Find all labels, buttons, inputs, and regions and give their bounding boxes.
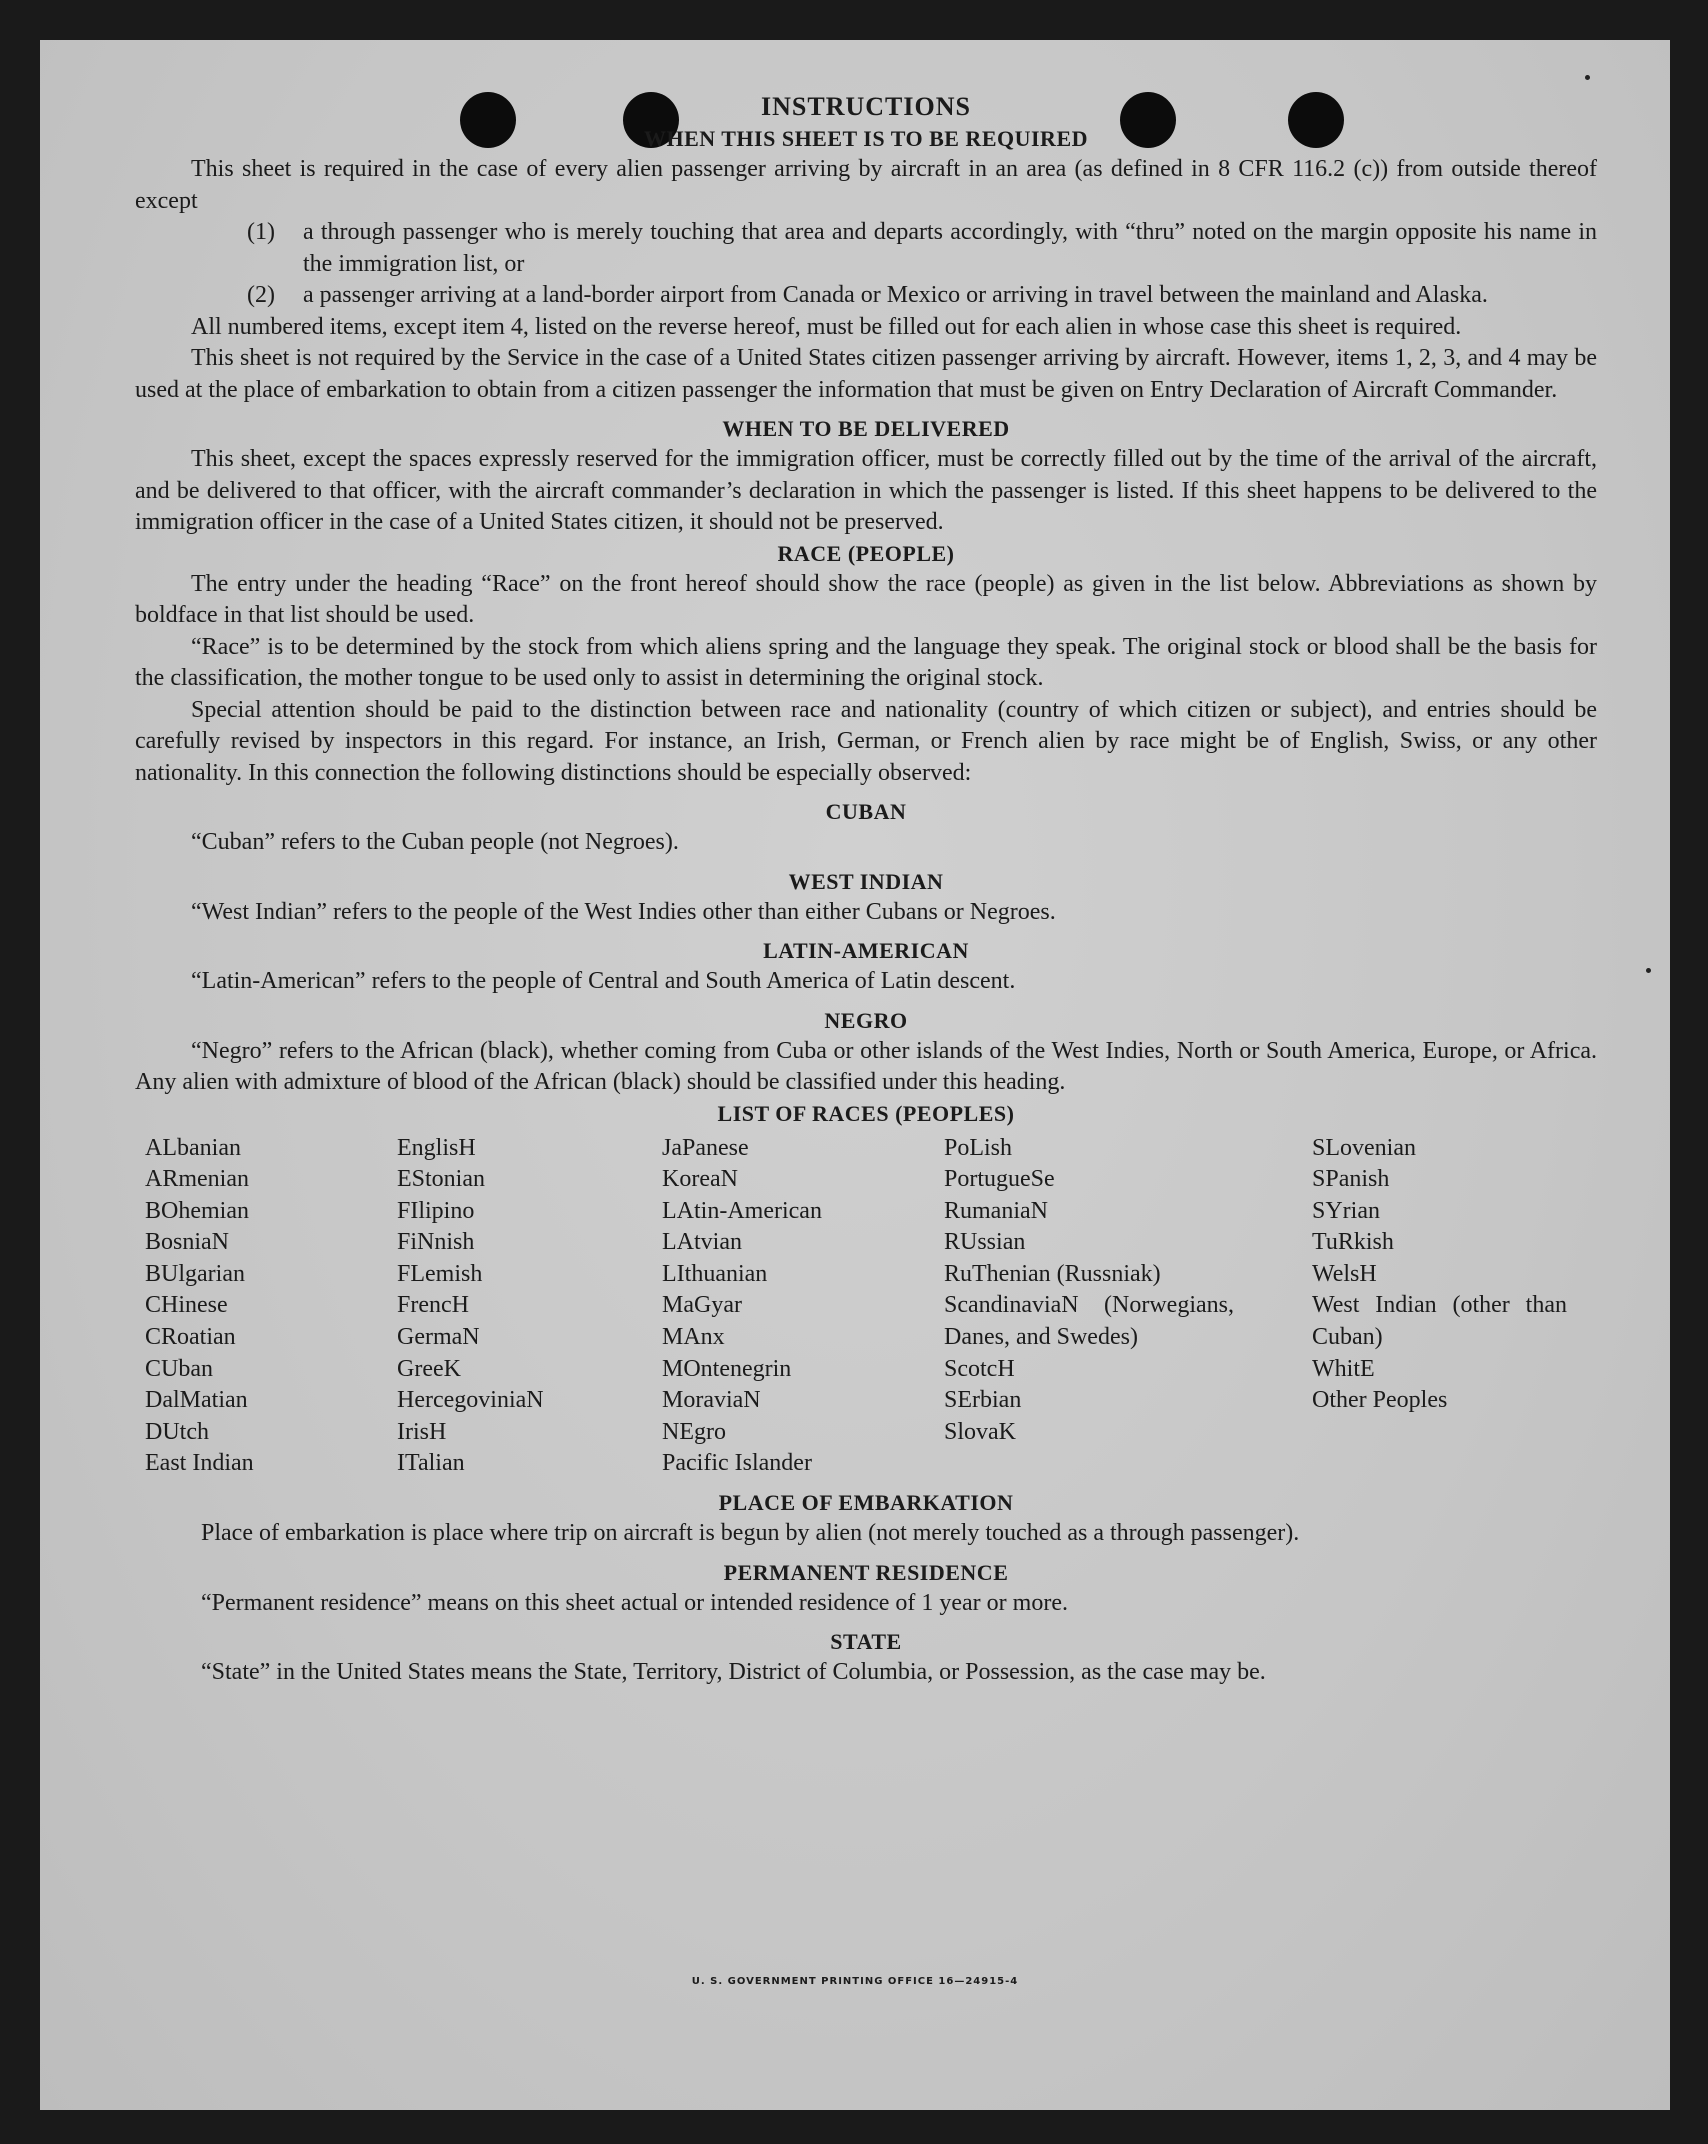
race-entry: FiNnish bbox=[397, 1229, 475, 1256]
citizen-paragraph: This sheet is not required by the Service in the case of a United States citizen passenger arriving by aircraft. However, items 1, 2, 3, and 4 may be used at the place of embarkation to obtain from a citizen passenger the information that must be given on Entry Declaration of Aircraft Commander. bbox=[135, 345, 1597, 403]
race-paragraph-3: Special attention should be paid to the distinction between race and nationality (country of which citizen or subject), and entries should be carefully revised by inspectors in this regard. For instance, an Irish, German, or French alien by race might be of English, Swiss, or any other nationality. In this connection the following distinctions should be especially observed: bbox=[135, 696, 1597, 786]
latin-american-text: “Latin-American” refers to the people of Central and South America of Latin descent. bbox=[191, 968, 1016, 994]
race-entry: GermaN bbox=[397, 1324, 480, 1351]
race-entry: FIlipino bbox=[397, 1197, 475, 1224]
race-entry: PortugueSe bbox=[944, 1166, 1055, 1193]
embarkation-heading: PLACE OF EMBARKATION bbox=[718, 1490, 1014, 1516]
race-entry: Pacific Islander bbox=[662, 1450, 812, 1477]
race-entry: DalMatian bbox=[145, 1387, 248, 1414]
race-entry: PoLish bbox=[944, 1134, 1013, 1161]
race-entry: LAtin-American bbox=[662, 1197, 822, 1224]
speck bbox=[1646, 968, 1651, 973]
when-delivered-heading: WHEN TO BE DELIVERED bbox=[722, 416, 1010, 441]
negro-text: “Negro” refers to the African (black), whether coming from Cuba or other islands of the West Indies, North or South America, Europe, or Africa. Any alien with admixture of blood of the African (black) should be classified under this heading. bbox=[135, 1037, 1597, 1095]
race-entry: DUtch bbox=[145, 1418, 209, 1445]
race-entry: JaPanese bbox=[662, 1134, 749, 1161]
race-entry: TuRkish bbox=[1312, 1229, 1394, 1256]
race-entry: ARmenian bbox=[145, 1166, 249, 1193]
race-paragraph-2: “Race” is to be determined by the stock from which aliens spring and the language they speak. The original stock or blood shall be the basis for the classification, the mother tongue to be used only to assist in determining the original stock. bbox=[135, 633, 1597, 691]
race-entry: FLemish bbox=[397, 1260, 483, 1287]
race-entry: SErbian bbox=[944, 1387, 1022, 1414]
race-entry: CUban bbox=[145, 1355, 213, 1382]
cuban-text: “Cuban” refers to the Cuban people (not Negroes). bbox=[191, 829, 679, 855]
race-entry: MOntenegrin bbox=[662, 1355, 792, 1382]
race-entry: EnglisH bbox=[397, 1134, 476, 1161]
numbered-items-paragraph: All numbered items, except item 4, listed on the reverse hereof, must be filled out for each alien in whose case this sheet is required. bbox=[191, 313, 1462, 340]
race-entry: Other Peoples bbox=[1312, 1387, 1448, 1414]
race-entry: ITalian bbox=[397, 1450, 465, 1477]
instructions-title: INSTRUCTIONS bbox=[761, 92, 971, 121]
residence-heading: PERMANENT RESIDENCE bbox=[723, 1559, 1009, 1585]
race-heading: RACE (PEOPLE) bbox=[777, 540, 955, 566]
exception-text: a through passenger who is merely touching that area and departs accordingly, with “thru” noted on the margin opposite his name in the immigration list, or bbox=[303, 219, 1597, 277]
exception-item bbox=[135, 280, 1597, 312]
document-page bbox=[40, 40, 1670, 2110]
exception-number: (1) bbox=[247, 219, 275, 245]
state-heading: STATE bbox=[830, 1629, 902, 1655]
race-entry: West Indian (other than Cuban) bbox=[1312, 1292, 1567, 1351]
cuban-heading: CUBAN bbox=[825, 799, 907, 824]
race-entry: BUlgarian bbox=[145, 1260, 245, 1287]
race-entry: SPanish bbox=[1312, 1166, 1390, 1193]
race-entry: IrisH bbox=[397, 1418, 447, 1445]
race-entry: CRoatian bbox=[145, 1324, 236, 1351]
race-entry: BosniaN bbox=[145, 1229, 229, 1256]
race-entry: RuThenian (Russniak) bbox=[944, 1260, 1161, 1287]
race-entry: MaGyar bbox=[662, 1292, 742, 1319]
race-entry: CHinese bbox=[145, 1292, 228, 1319]
west-indian-text: “West Indian” refers to the people of the West Indies other than either Cubans or Negroes. bbox=[191, 898, 1056, 925]
state-text: “State” in the United States means the State, Territory, District of Columbia, or Possession, as the case may be. bbox=[201, 1659, 1266, 1686]
race-entry: SlovaK bbox=[944, 1418, 1016, 1445]
race-entry: East Indian bbox=[145, 1450, 254, 1477]
races-list bbox=[135, 1133, 1597, 1481]
when-delivered-paragraph: This sheet, except the spaces expressly reserved for the immigration officer, must be correctly filled out by the time of the arrival of the aircraft, and be delivered to that officer, with the aircraft commander’s declaration in which the passenger is listed. If this sheet happens to be delivered to the immigration officer in the case of a United States citizen, it should not be preserved. bbox=[135, 446, 1597, 535]
race-entry: ALbanian bbox=[145, 1134, 241, 1161]
race-entry: NEgro bbox=[662, 1418, 726, 1445]
race-entry: SLovenian bbox=[1312, 1134, 1416, 1161]
race-entry: ScandinaviaN (Norwegians, Danes, and Swedes) bbox=[944, 1292, 1234, 1351]
race-entry: MAnx bbox=[662, 1324, 725, 1351]
race-entry: LIthuanian bbox=[662, 1260, 768, 1287]
race-entry: HercegoviniaN bbox=[397, 1387, 544, 1414]
races-column bbox=[397, 1133, 662, 1481]
when-required-heading: WHEN THIS SHEET IS TO BE REQUIRED bbox=[643, 126, 1089, 151]
races-column bbox=[662, 1133, 944, 1481]
when-required-paragraph: This sheet is required in the case of every alien passenger arriving by aircraft in an area (as defined in 8 CFR 116.2 (c)) from outside thereof except bbox=[135, 156, 1597, 214]
races-list-heading: LIST OF RACES (PEOPLES) bbox=[717, 1100, 1015, 1126]
exception-number: (2) bbox=[247, 282, 275, 308]
race-paragraph-1: The entry under the heading “Race” on the front hereof should show the race (people) as given in the list below. Abbreviations as shown by boldface in that list should be used. bbox=[135, 570, 1597, 628]
race-entry: RumaniaN bbox=[944, 1197, 1048, 1224]
race-entry: SYrian bbox=[1312, 1197, 1380, 1224]
negro-heading: NEGRO bbox=[824, 1007, 908, 1033]
latin-american-heading: LATIN-AMERICAN bbox=[763, 938, 969, 963]
exception-text: a passenger arriving at a land-border airport from Canada or Mexico or arriving in travel between the mainland and Alaska. bbox=[303, 282, 1488, 308]
races-column bbox=[944, 1133, 1234, 1481]
race-entry: GreeK bbox=[397, 1355, 461, 1382]
race-entry: BOhemian bbox=[145, 1197, 249, 1224]
race-entry: FrencH bbox=[397, 1292, 469, 1319]
race-entry: ScotcH bbox=[944, 1355, 1015, 1382]
speck bbox=[1585, 75, 1590, 80]
race-entry: EStonian bbox=[397, 1166, 485, 1193]
race-entry: KoreaN bbox=[662, 1166, 738, 1193]
races-column bbox=[1312, 1133, 1567, 1481]
race-entry: LAtvian bbox=[662, 1229, 742, 1256]
race-entry: WelsH bbox=[1312, 1260, 1377, 1287]
exception-item bbox=[135, 217, 1597, 280]
printing-office-footer: U. S. GOVERNMENT PRINTING OFFICE 16—24915-4 bbox=[691, 1976, 1019, 1987]
race-entry: WhitE bbox=[1312, 1355, 1375, 1382]
residence-text: “Permanent residence” means on this sheet actual or intended residence of 1 year or more. bbox=[201, 1589, 1068, 1616]
instructions-content bbox=[135, 90, 1597, 1689]
race-entry: MoraviaN bbox=[662, 1387, 761, 1414]
races-column bbox=[145, 1133, 397, 1481]
west-indian-heading: WEST INDIAN bbox=[788, 868, 944, 894]
embarkation-text: Place of embarkation is place where trip on aircraft is begun by alien (not merely touched as a through passenger). bbox=[201, 1520, 1300, 1547]
race-entry: RUssian bbox=[944, 1229, 1026, 1256]
